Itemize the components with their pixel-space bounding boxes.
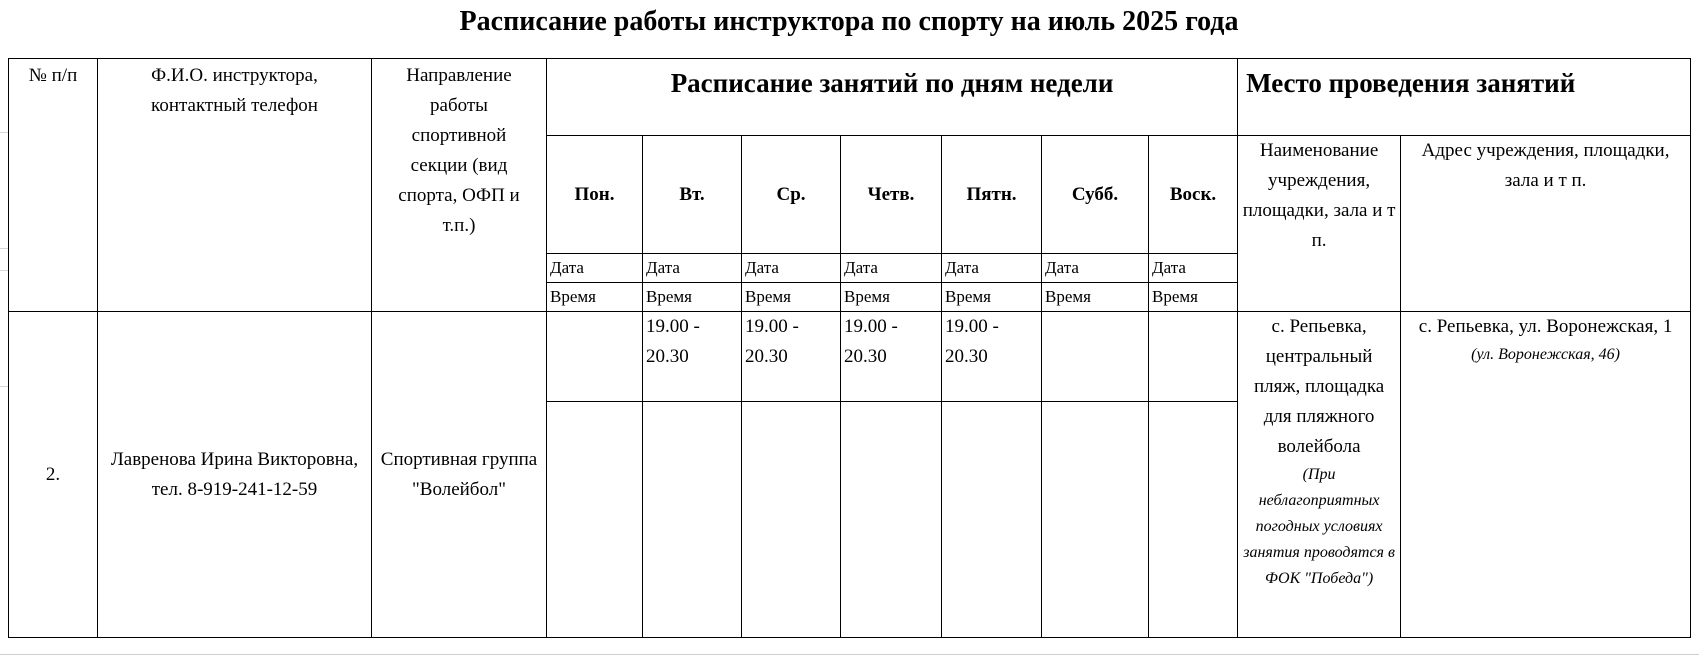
day-thu: Четв.	[841, 136, 942, 254]
instructor-phone: тел. 8-919-241-12-59	[151, 478, 318, 500]
direction-cell: Спортивная группа "Волейбол"	[372, 312, 547, 638]
empty-cell	[643, 402, 742, 638]
header-place: Место проведения занятий	[1238, 59, 1691, 136]
day-sat: Субб.	[1042, 136, 1149, 254]
page-title: Расписание работы инструктора по спорту на июль 2025 года	[459, 6, 1239, 37]
time-wed: 19.00 - 20.30	[742, 312, 841, 402]
time-sun	[1149, 312, 1238, 402]
address-cell	[1401, 312, 1691, 638]
time-label: Время	[643, 283, 742, 312]
time-sat	[1042, 312, 1149, 402]
time-label: Время	[841, 283, 942, 312]
header-schedule: Расписание занятий по дням недели	[547, 59, 1238, 136]
time-label: Время	[1149, 283, 1238, 312]
time-tue: 19.00 - 20.30	[643, 312, 742, 402]
place-note: (При неблагоприятных погодных условиях занятия проводятся в ФОК "Победа")	[1243, 466, 1395, 587]
address: с. Репьевка, ул. Воронежская, 1	[1418, 316, 1673, 337]
date-label: Дата	[942, 254, 1042, 283]
empty-cell	[841, 402, 942, 638]
time-label: Время	[547, 283, 643, 312]
date-label: Дата	[841, 254, 942, 283]
empty-cell	[1149, 402, 1238, 638]
header-num: № п/п	[9, 59, 98, 312]
row-gridline	[0, 132, 8, 133]
row-gridline	[0, 270, 8, 271]
place-name-cell	[1238, 312, 1401, 638]
day-fri: Пятн.	[942, 136, 1042, 254]
time-mon	[547, 312, 643, 402]
header-place-name: Наименование учреждения, площадки, зала и т п.	[1238, 136, 1401, 312]
date-label: Дата	[643, 254, 742, 283]
date-label: Дата	[547, 254, 643, 283]
row-gridline	[0, 248, 8, 249]
time-fri: 19.00 - 20.30	[942, 312, 1042, 402]
day-sun: Воск.	[1149, 136, 1238, 254]
address-note: (ул. Воронежская, 46)	[1471, 346, 1620, 363]
header-place-address: Адрес учреждения, площадки, зала и т п.	[1401, 136, 1691, 312]
empty-cell	[547, 402, 643, 638]
time-label: Время	[742, 283, 841, 312]
header-direction: Направление работы спортивной секции (вид спорта, ОФП и т.п.)	[372, 59, 547, 312]
row-gridline	[0, 386, 8, 387]
empty-cell	[742, 402, 841, 638]
day-wed: Ср.	[742, 136, 841, 254]
instructor-cell	[98, 312, 372, 638]
date-label: Дата	[742, 254, 841, 283]
empty-cell	[1042, 402, 1149, 638]
instructor-name: Лавренова Ирина Викторовна,	[110, 448, 359, 470]
schedule-table	[8, 58, 1691, 638]
place-name: с. Репьевка, центральный пляж, площадка для пляжного волейбола	[1253, 316, 1385, 457]
empty-cell	[942, 402, 1042, 638]
header-instructor: Ф.И.О. инструктора, контактный телефон	[98, 59, 372, 312]
date-label: Дата	[1042, 254, 1149, 283]
day-tue: Вт.	[643, 136, 742, 254]
day-mon: Пон.	[547, 136, 643, 254]
row-num: 2.	[9, 312, 98, 638]
date-label: Дата	[1149, 254, 1238, 283]
row-gridline	[0, 654, 1699, 655]
time-label: Время	[942, 283, 1042, 312]
time-thu: 19.00 - 20.30	[841, 312, 942, 402]
time-label: Время	[1042, 283, 1149, 312]
